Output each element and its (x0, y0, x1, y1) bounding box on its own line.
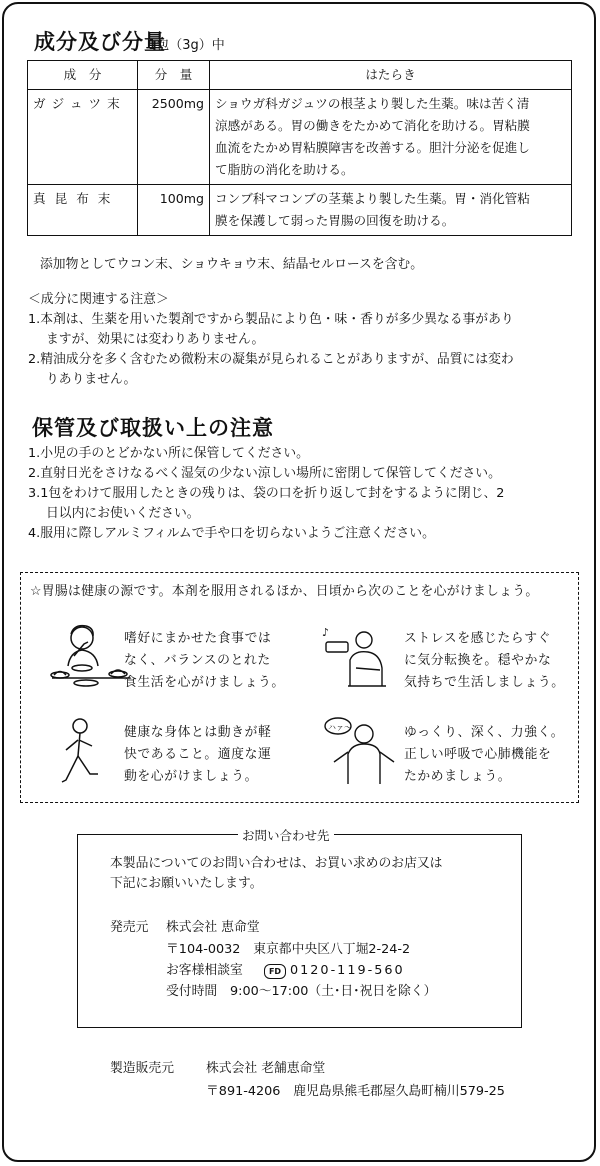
table-header-row (28, 61, 572, 90)
additives-note: 添加物としてウコン末、ショウキョウ末、結晶セルロースを含む。 (40, 257, 424, 272)
relaxing-person-icon (320, 624, 396, 690)
tip-breathing: ゆっくり、深く、力強く。 正しい呼吸で心肺機能を たかめましょう。 (404, 725, 565, 784)
contact-legend: お問い合わせ先 (238, 826, 334, 844)
table-row (28, 90, 572, 185)
ingredient-name: 真昆布末 (28, 185, 138, 236)
tip-diet: 嗜好にまかせた食事では なく、バランスのとれた 食生活を心がけましょう。 (124, 631, 285, 690)
note-item: 1.本剤は、生薬を用いた製剤ですから製品により色・味・香りが多少異なる事があり ますが、効果には変わりありません。 (28, 312, 514, 347)
maker-address: 〒891-4206 鹿児島県熊毛郡屋久島町楠川579-25 (206, 1084, 505, 1099)
freedial-icon: FD (264, 964, 286, 979)
header-ingredient: 成 分 (28, 61, 138, 90)
ingredient-notes (28, 290, 578, 390)
storage-item: 3.1包をわけて服用したときの残りは、袋の口を折り返して封をするように閉じ、2 日以内にお使いください。 (28, 486, 505, 521)
walking-person-icon (58, 716, 104, 788)
reception-hours: 受付時間 9:00〜17:00（土･日･祝日を除く） (166, 984, 437, 999)
header-function: はたらき (210, 61, 572, 90)
phone-number: 0120-119-560 (290, 963, 405, 978)
svg-text:♪: ♪ (322, 626, 330, 639)
storage-item: 4.服用に際しアルミフィルムで手や口を切らないようご注意ください。 (28, 526, 435, 541)
ingredient-description: コンブ科マコンブの茎葉より製した生薬。胃・消化管粘 膜を保護して弱った胃腸の回復を助ける。 (210, 185, 572, 236)
seller-label: 発売元 (110, 920, 149, 935)
maker-name: 株式会社 老舗恵命堂 (206, 1061, 326, 1076)
note-item: 2.精油成分を多く含むため微粉末の凝集が見られることがありますが、品質には変わ りありません。 (28, 352, 514, 387)
dose-unit-label: 1包（3g）中 (148, 38, 225, 53)
section-title-ingredients: 成分及び分量 (34, 30, 166, 54)
storage-notes (28, 444, 583, 544)
ingredient-description: ショウガ科ガジュツの根茎より製した生薬。味は苦く清 涼感がある。胃の働きをたかめて消化を助ける。胃粘膜 血流をたかめ胃粘膜障害を改善する。胆汁分泌を促進し て脂肪の消化を助ける。 (210, 90, 572, 185)
table-row (28, 185, 572, 236)
ingredient-amount: 100mg (138, 185, 210, 236)
tips-intro: ☆胃腸は健康の源です。本剤を服用されるほか、日頃から次のことを心がけましょう。 (30, 584, 539, 599)
ingredients-table (27, 60, 572, 236)
ingredient-amount: 2500mg (138, 90, 210, 185)
contact-intro: 本製品についてのお問い合わせは、お買い求めのお店又は 下記にお願いいたします。 (110, 856, 443, 891)
eating-person-icon (44, 620, 136, 692)
seller-address: 〒104-0032 東京都中央区八丁堀2-24-2 (166, 942, 411, 957)
ingredient-name: ガジュツ末 (28, 90, 138, 185)
storage-item: 2.直射日光をさけなるべく湿気の少ない涼しい場所に密閉して保管してください。 (28, 466, 501, 481)
storage-item: 1.小児の手のとどかない所に保管してください。 (28, 446, 309, 461)
section-title-storage: 保管及び取扱い上の注意 (32, 416, 274, 440)
phone-label: お客様相談室 (166, 963, 243, 978)
header-amount: 分 量 (138, 61, 210, 90)
sigh-bubble-text: ハァ〜 (328, 723, 352, 732)
tip-exercise: 健康な身体とは動きが軽 快であること。適度な運 動を心がけましょう。 (124, 725, 272, 784)
maker-label: 製造販売元 (110, 1061, 174, 1076)
notes-heading: ＜成分に関連する注意＞ (28, 292, 169, 307)
seller-name: 株式会社 恵命堂 (166, 920, 260, 935)
breathing-person-icon (324, 714, 398, 786)
tip-stress: ストレスを感じたらすぐ に気分転換を。穏やかな 気持ちで生活しましょう。 (404, 631, 565, 690)
